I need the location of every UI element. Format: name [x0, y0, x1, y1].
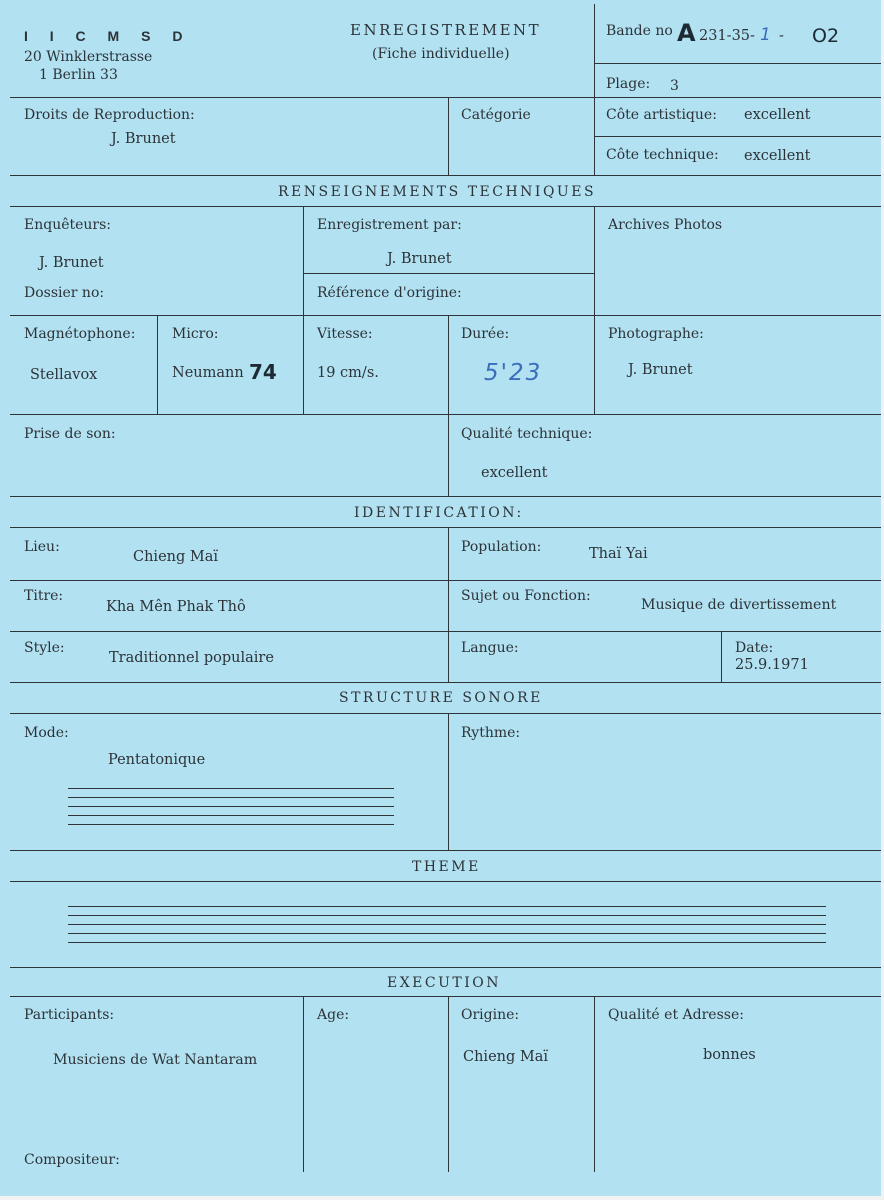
bande-dash: - — [779, 28, 784, 44]
rule-micro-left — [157, 315, 158, 414]
rule-archives-left — [594, 206, 595, 315]
mode-staff-line — [68, 797, 394, 798]
rule-ident-row1-bottom — [10, 580, 882, 581]
magnetophone-label: Magnétophone: — [24, 326, 136, 342]
rule-plage-top — [594, 63, 882, 64]
rule-age-left — [303, 996, 304, 1172]
sujet-value: Musique de divertissement — [641, 597, 837, 613]
mode-label: Mode: — [24, 725, 69, 741]
theme-staff-line — [68, 915, 826, 916]
mode-staff-line — [68, 806, 394, 807]
droits-value: J. Brunet — [111, 131, 176, 147]
rule-ident-title-bottom — [10, 527, 882, 528]
institute-street: 20 Winklerstrasse — [24, 49, 153, 65]
micro-handwritten: 74 — [249, 360, 277, 384]
rule-exec-title-bottom — [10, 996, 882, 997]
theme-staff-line — [68, 942, 826, 943]
date-value: 25.9.1971 — [735, 657, 809, 673]
rule-cote-left — [594, 97, 595, 175]
rule-categorie-left — [448, 97, 449, 175]
theme-staff-line — [68, 906, 826, 907]
section-title-theme: THEME — [412, 859, 481, 875]
section-title-execution: EXECUTION — [387, 975, 502, 991]
rule-tech-title-bottom — [10, 206, 882, 207]
bande-number: 231-35- — [699, 28, 755, 44]
rule-bande-left — [594, 4, 595, 97]
population-label: Population: — [461, 539, 542, 555]
card-title: ENREGISTREMENT — [350, 21, 542, 39]
cote-artistique-value: excellent — [744, 107, 811, 123]
rule-header-bottom — [10, 97, 882, 98]
plage-label: Plage: — [606, 76, 651, 92]
cote-technique-value: excellent — [744, 148, 811, 164]
rule-ident-row2-bottom — [10, 631, 882, 632]
titre-label: Titre: — [24, 588, 64, 604]
rule-tech-row1-bottom — [10, 315, 882, 316]
participants-label: Participants: — [24, 1007, 115, 1023]
photographe-value: J. Brunet — [628, 362, 693, 378]
rule-struct-title-bottom — [10, 713, 882, 714]
rule-enreg-divider — [303, 273, 594, 274]
rule-ident-mid — [448, 527, 449, 682]
compositeur-label: Compositeur: — [24, 1152, 120, 1168]
vitesse-label: Vitesse: — [317, 326, 373, 342]
reference-label: Référence d'origine: — [317, 285, 462, 301]
qualite-adresse-value: bonnes — [703, 1047, 756, 1063]
rule-rythme-left — [448, 713, 449, 850]
institute-name: I I C M S D — [24, 28, 192, 44]
rule-duree-left — [448, 315, 449, 414]
rule-qualite-left — [448, 414, 449, 496]
section-title-technique: RENSEIGNEMENTS TECHNIQUES — [278, 184, 597, 200]
mode-staff-line — [68, 815, 394, 816]
style-label: Style: — [24, 640, 65, 656]
rule-theme-title-bottom — [10, 881, 882, 882]
rule-photographe-left — [594, 315, 595, 414]
rule-ident-row3-bottom — [10, 682, 882, 683]
cote-technique-label: Côte technique: — [606, 147, 719, 163]
age-label: Age: — [317, 1007, 350, 1023]
enregistrement-par-value: J. Brunet — [387, 251, 452, 267]
dossier-label: Dossier no: — [24, 285, 105, 301]
plage-value: 3 — [670, 78, 679, 94]
date-label: Date: — [735, 640, 774, 656]
rythme-label: Rythme: — [461, 725, 521, 741]
archives-photos-label: Archives Photos — [608, 217, 723, 233]
sujet-label: Sujet ou Fonction: — [461, 588, 591, 604]
rule-theme-bottom — [10, 967, 882, 968]
style-value: Traditionnel populaire — [109, 650, 274, 666]
participants-value: Musiciens de Wat Nantaram — [53, 1052, 258, 1068]
section-title-structure: STRUCTURE SONORE — [339, 690, 543, 706]
rule-struct-bottom — [10, 850, 882, 851]
rule-enreg-left — [303, 206, 304, 315]
rule-origine-left — [448, 996, 449, 1172]
bande-handwritten-1: 1 — [760, 25, 771, 45]
qualite-technique-label: Qualité technique: — [461, 426, 593, 442]
mode-staff-line — [68, 788, 394, 789]
qualite-adresse-label: Qualité et Adresse: — [608, 1007, 744, 1023]
mode-value: Pentatonique — [108, 752, 206, 768]
rule-cote-divider — [594, 136, 882, 137]
cote-artistique-label: Côte artistique: — [606, 107, 717, 123]
magnetophone-value: Stellavox — [30, 367, 98, 383]
micro-value: Neumann — [172, 365, 244, 381]
theme-staff-line — [68, 924, 826, 925]
institute-city: 1 Berlin 33 — [39, 67, 118, 83]
titre-value: Kha Mên Phak Thô — [106, 599, 246, 615]
card-subtitle: (Fiche individuelle) — [372, 46, 510, 62]
mode-staff-line — [68, 824, 394, 825]
enqueteurs-label: Enquêteurs: — [24, 217, 112, 233]
duree-label: Durée: — [461, 326, 510, 342]
duree-value: 5'23 — [484, 360, 543, 386]
rule-rights-bottom — [10, 175, 882, 176]
rule-tech-row2-bottom — [10, 414, 882, 415]
enregistrement-par-label: Enregistrement par: — [317, 217, 462, 233]
vitesse-value: 19 cm/s. — [317, 365, 379, 381]
rule-date-left — [721, 631, 722, 682]
bande-handwritten-2: O2 — [812, 25, 840, 47]
origine-value: Chieng Maï — [463, 1049, 549, 1065]
micro-label: Micro: — [172, 326, 219, 342]
photographe-label: Photographe: — [608, 326, 704, 342]
section-title-identification: IDENTIFICATION: — [354, 505, 524, 521]
rule-tech-row3-bottom — [10, 496, 882, 497]
rule-adresse-left — [594, 996, 595, 1172]
origine-label: Origine: — [461, 1007, 520, 1023]
prise-de-son-label: Prise de son: — [24, 426, 116, 442]
lieu-value: Chieng Maï — [133, 549, 219, 565]
rule-vitesse-left — [303, 315, 304, 414]
enqueteurs-value: J. Brunet — [39, 255, 104, 271]
bande-label: Bande no — [606, 23, 673, 39]
bande-prefix: A — [677, 19, 696, 47]
population-value: Thaï Yai — [589, 546, 648, 562]
lieu-label: Lieu: — [24, 539, 60, 555]
theme-staff-line — [68, 933, 826, 934]
qualite-technique-value: excellent — [481, 465, 548, 481]
langue-label: Langue: — [461, 640, 519, 656]
categorie-label: Catégorie — [461, 107, 531, 123]
droits-label: Droits de Reproduction: — [24, 107, 195, 123]
